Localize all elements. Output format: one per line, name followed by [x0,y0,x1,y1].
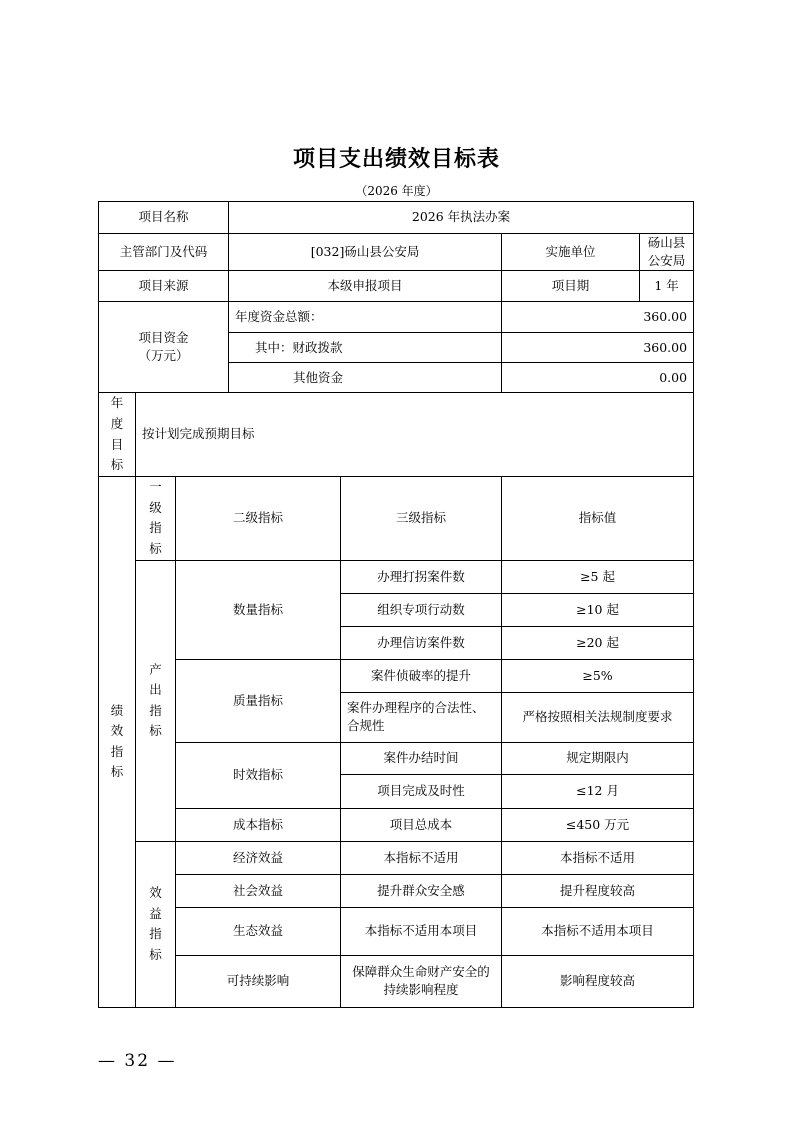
table-row-value: 本指标不适用本项目 [502,907,694,955]
perf-indicator-label: 绩效指标 [99,476,136,1007]
timeliness-indicator-label: 时效指标 [176,742,341,808]
table-row-name: 案件办结时间 [341,742,502,774]
funds-total-label: 年度资金总额： [229,302,502,333]
table-row-name: 组织专项行动数 [341,593,502,626]
impl-unit-value: 砀山县公安局 [640,234,694,271]
output-indicator-label: 产出指标 [136,560,176,841]
funds-fiscal-label: 其中：财政拨款 [229,333,502,363]
source-value: 本级申报项目 [229,271,502,302]
funds-other-value: 0.00 [502,363,694,393]
performance-target-table [98,201,694,1008]
funds-other-label: 其他资金 [229,363,502,393]
table-row-value: ≥5% [502,659,694,692]
benefit-level2: 经济效益 [176,841,341,874]
table-row-name: 提升群众安全感 [341,874,502,907]
table-row-name: 本指标不适用 [341,841,502,874]
header-level3: 三级指标 [341,476,502,560]
table-row-value: 严格按照相关法规制度要求 [502,692,694,742]
dept-value: [032]砀山县公安局 [229,234,502,271]
table-row-value: 本指标不适用 [502,841,694,874]
annual-goal-text: 按计划完成预期目标 [136,393,694,477]
table-row-value: ≥20 起 [502,626,694,659]
benefit-level2: 生态效益 [176,907,341,955]
funds-total-value: 360.00 [502,302,694,333]
table-row-name: 办理打拐案件数 [341,560,502,593]
table-row-name: 案件侦破率的提升 [341,659,502,692]
cost-indicator-label: 成本指标 [176,808,341,841]
funds-label-line2: （万元） [138,348,189,364]
funds-label [99,302,229,393]
quality-indicator-label: 质量指标 [176,659,341,742]
funds-label-line1: 项目资金 [138,330,189,346]
benefit-level2: 社会效益 [176,874,341,907]
impl-unit-label: 实施单位 [502,234,640,271]
table-row-name: 项目总成本 [341,808,502,841]
period-label: 项目期 [502,271,640,302]
benefit-level2: 可持续影响 [176,955,341,1007]
annual-goal-label: 年度目标 [99,393,136,477]
page-number: — 32 — [98,1051,177,1071]
table-row-value: 提升程度较高 [502,874,694,907]
page-title: 项目支出绩效目标表 [292,146,500,172]
table-row-name: 办理信访案件数 [341,626,502,659]
table-row-name: 保障群众生命财产安全的持续影响程度 [341,955,502,1007]
table-row-value: ≥10 起 [502,593,694,626]
table-row-value: 规定期限内 [502,742,694,774]
table-row-value: ≥5 起 [502,560,694,593]
project-name-value: 2026 年执法办案 [229,202,694,234]
header-level1: 一级指标 [136,476,176,560]
header-value: 指标值 [502,476,694,560]
year-label: （2026 年度） [355,184,438,198]
funds-fiscal-value: 360.00 [502,333,694,363]
header-level2: 二级指标 [176,476,341,560]
dept-label: 主管部门及代码 [99,234,229,271]
table-row-value: ≤12 月 [502,774,694,808]
source-label: 项目来源 [99,271,229,302]
project-name-label: 项目名称 [99,202,229,234]
period-value: 1 年 [640,271,694,302]
table-row-name: 项目完成及时性 [341,774,502,808]
table-row-value: ≤450 万元 [502,808,694,841]
benefit-indicator-label: 效益指标 [136,841,176,1007]
table-row-value: 影响程度较高 [502,955,694,1007]
quantity-indicator-label: 数量指标 [176,560,341,659]
table-row-name: 案件办理程序的合法性、合规性 [341,692,502,742]
table-row-name: 本指标不适用本项目 [341,907,502,955]
